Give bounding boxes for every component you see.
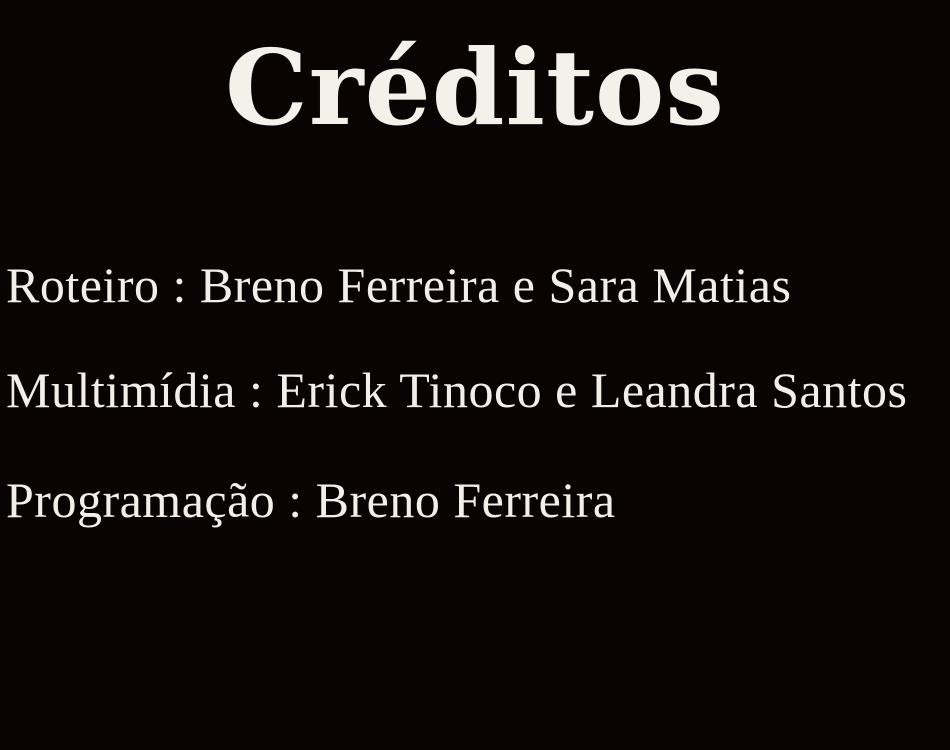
credits-title: Créditos	[225, 26, 725, 149]
credit-line-script: Roteiro : Breno Ferreira e Sara Matias	[6, 257, 792, 313]
credit-line-multimedia: Multimídia : Erick Tinoco e Leandra Santos	[6, 362, 908, 418]
credit-line-programming: Programação : Breno Ferreira	[6, 472, 616, 528]
